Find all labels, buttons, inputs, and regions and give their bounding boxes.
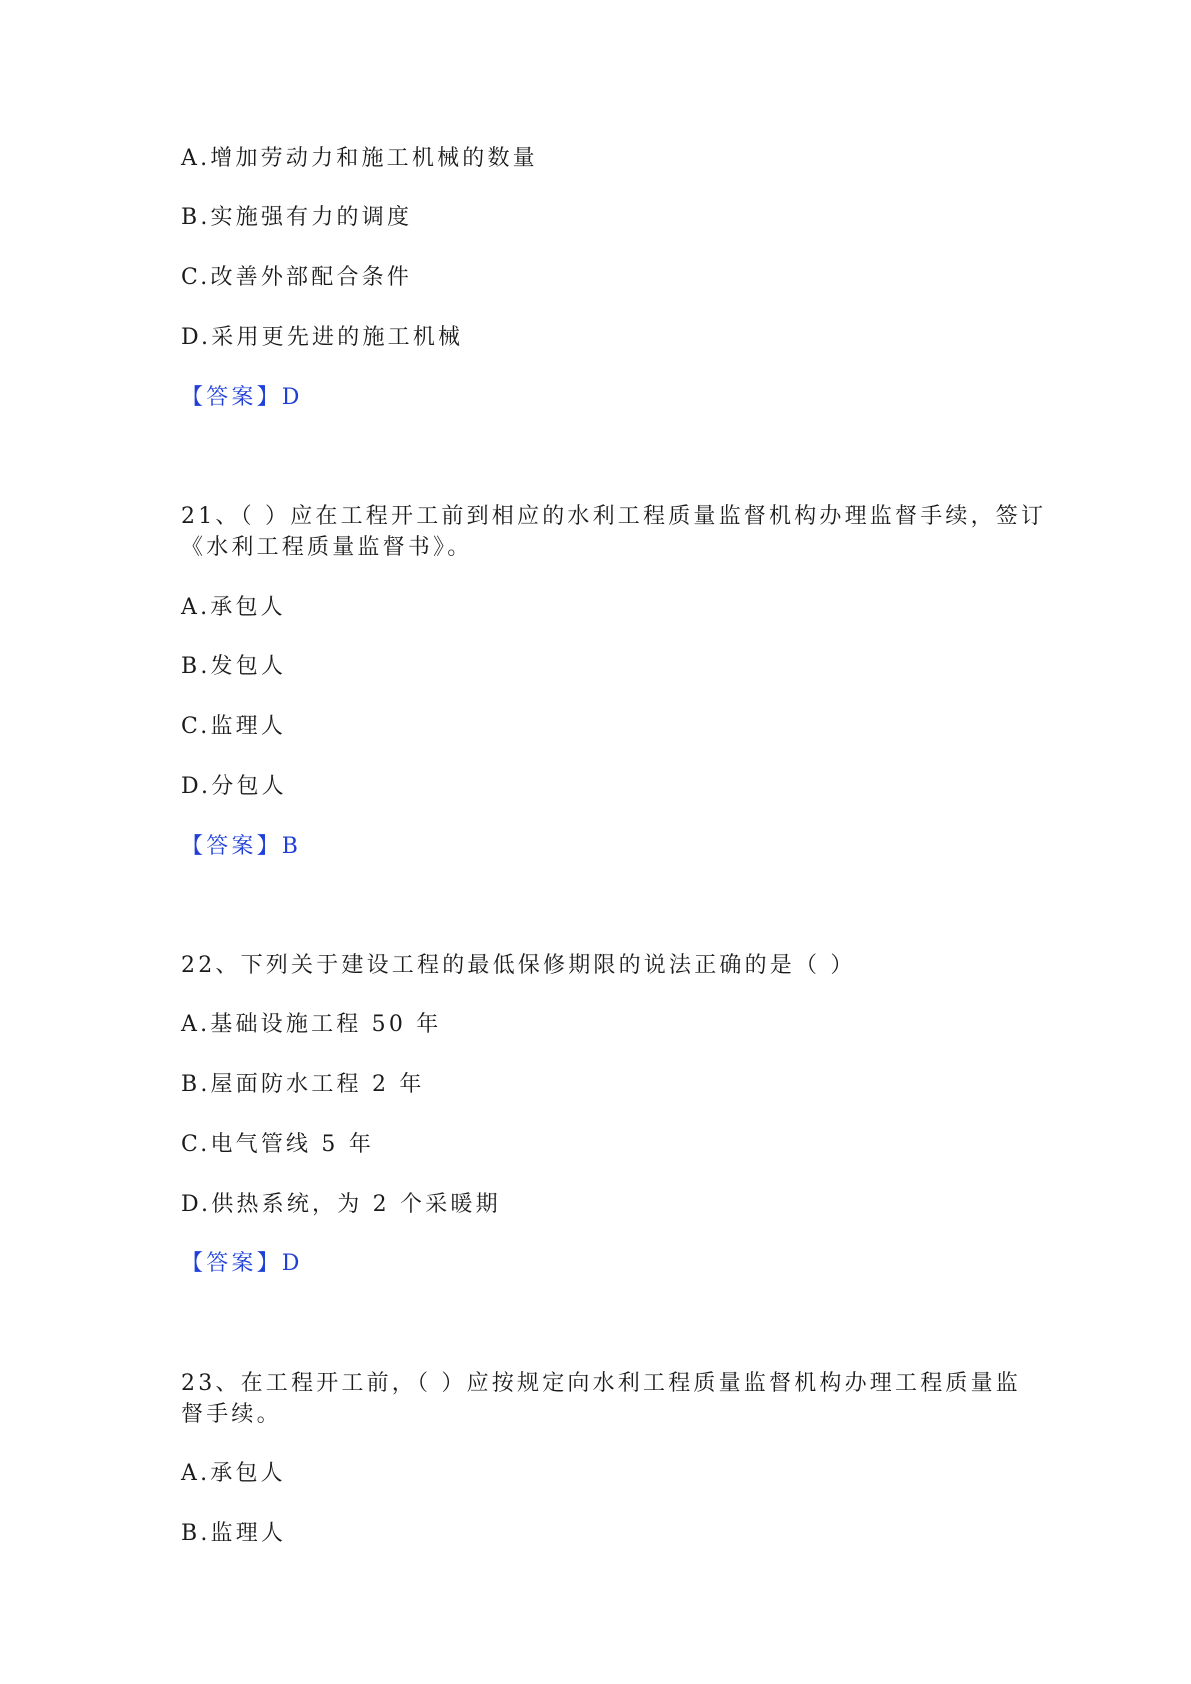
option-d: D.分包人 <box>181 774 287 799</box>
option-b: B.实施强有力的调度 <box>181 205 413 230</box>
question-stem-line-1: 21、（ ）应在工程开工前到相应的水利工程质量监督机构办理监督手续，签订 <box>181 504 1047 529</box>
option-a: A.承包人 <box>181 595 286 620</box>
option-b: B.监理人 <box>181 1521 287 1546</box>
option-d: D.采用更先进的施工机械 <box>181 325 464 350</box>
option-a: A.基础设施工程 50 年 <box>181 1012 442 1037</box>
question-stem-line-2: 《水利工程质量监督书》。 <box>181 535 473 560</box>
question-stem-line-1: 23、在工程开工前，（ ）应按规定向水利工程质量监督机构办理工程质量监 <box>181 1371 1021 1396</box>
option-c: C.监理人 <box>181 714 287 739</box>
option-d: D.供热系统，为 2 个采暖期 <box>181 1192 501 1217</box>
answer-label: 【答案】D <box>181 1251 303 1276</box>
option-a: A.增加劳动力和施工机械的数量 <box>181 146 538 171</box>
option-b: B.屋面防水工程 2 年 <box>181 1072 425 1097</box>
option-c: C.电气管线 5 年 <box>181 1132 375 1157</box>
option-b: B.发包人 <box>181 654 287 679</box>
option-c: C.改善外部配合条件 <box>181 265 413 290</box>
answer-label: 【答案】B <box>181 834 302 859</box>
question-stem-line-1: 22、下列关于建设工程的最低保修期限的说法正确的是（ ） <box>181 953 856 978</box>
option-a: A.承包人 <box>181 1461 286 1486</box>
answer-label: 【答案】D <box>181 385 303 410</box>
question-stem-line-2: 督手续。 <box>181 1402 282 1427</box>
